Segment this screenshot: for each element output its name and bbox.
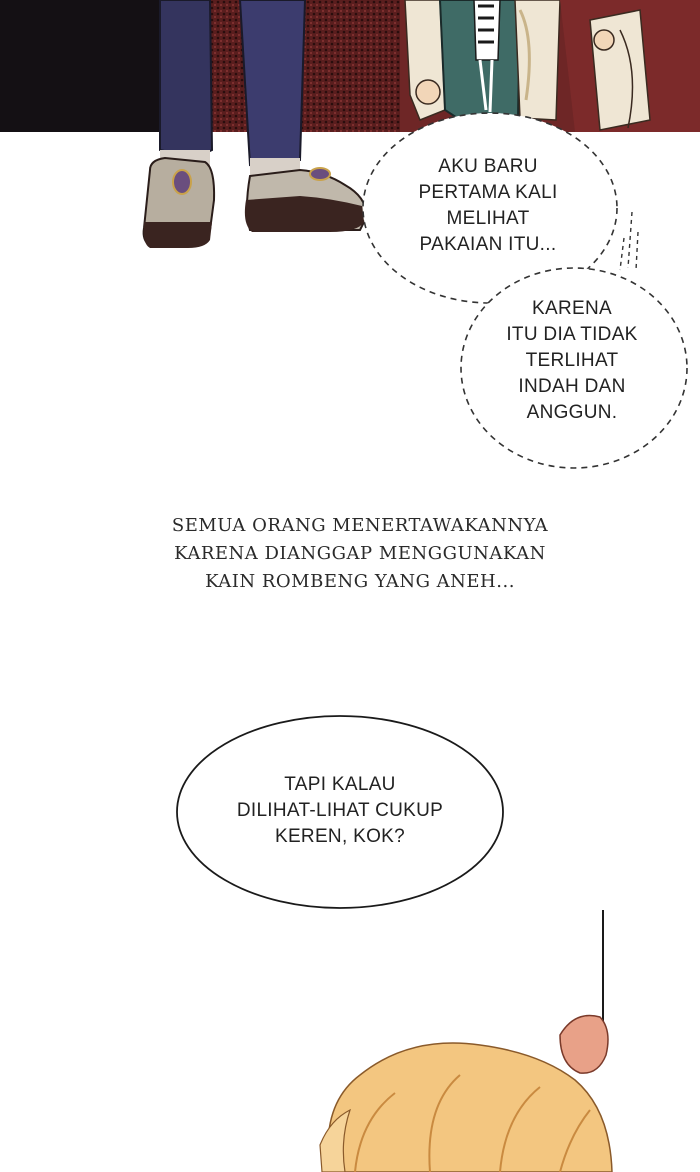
narration-caption — [100, 512, 620, 596]
bubble-2-line: ANGGUN. — [526, 402, 618, 423]
bubble-2-line: KARENA — [532, 298, 612, 319]
bubble-3-text — [200, 772, 480, 850]
narration-line: KAIN ROMBENG YANG ANEH... — [205, 571, 515, 592]
bubble-3-line: TAPI KALAU — [284, 774, 396, 795]
bottom-art-panel — [0, 905, 700, 1172]
bubble-tail-lines — [620, 212, 638, 270]
bubble-1-line: AKU BARU — [438, 156, 538, 177]
bubble-3-line: KEREN, KOK? — [274, 826, 405, 847]
narration-line: SEMUA ORANG MENERTAWAKANNYA — [171, 515, 549, 536]
character-hair — [320, 1015, 612, 1172]
bubble-2-line: INDAH DAN — [518, 376, 626, 397]
bubble-2-text — [472, 296, 672, 426]
bubble-1-text — [378, 154, 598, 258]
bubble-3-line: DILIHAT-LIHAT CUKUP — [236, 800, 444, 821]
bubble-1-line: PERTAMA KALI — [418, 182, 558, 203]
bubble-2-line: TERLIHAT — [525, 350, 619, 371]
narration-line: KARENA DIANGGAP MENGGUNAKAN — [174, 543, 546, 564]
bubble-1-line: MELIHAT — [446, 208, 530, 229]
bubble-2-line: ITU DIA TIDAK — [506, 324, 638, 345]
bubble-1-line: PAKAIAN ITU... — [419, 234, 557, 255]
